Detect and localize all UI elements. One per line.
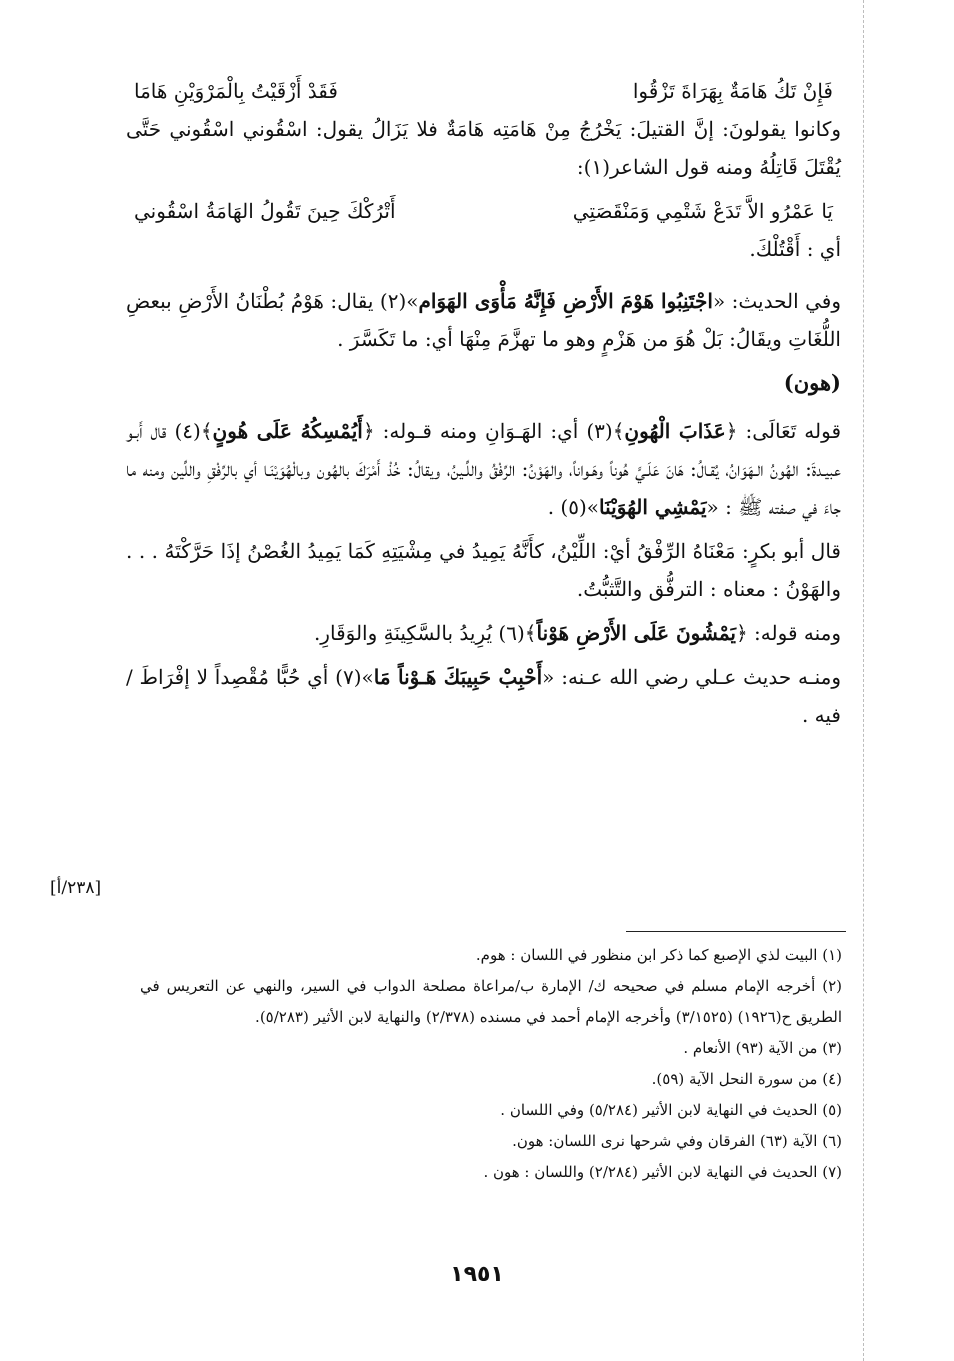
manuscript-folio-marker: [٢٣٨/أ] bbox=[50, 878, 102, 898]
text-run: ﴾(٦) يُرِيدُ بالسَّكِينَةِ والوَقَارِ. bbox=[313, 621, 537, 645]
verse-1 bbox=[126, 72, 841, 110]
footnote-separator bbox=[626, 931, 846, 932]
text-run: ﴾(٤) قال أَبـو عبيـدةَ: الهُونُ الـهَوَانُ، يُقـالُ: هَانَ عَلَـيَّ هُوناً وهَـواناً، والهَوْنُ: الرِّفْقُ واللِّـينُ، ويقالُ: خُذْ أَمْرَكَ بالهُون وبالْهُوَيْنَـا أي بالرِّفْقِ واللِّين ومنه ما جاءَ في صفته ﷺ : « bbox=[126, 419, 841, 519]
text-run: ومنـه حديث عـلي رضي الله عـنه: « bbox=[542, 665, 842, 689]
verse-2 bbox=[126, 192, 841, 230]
quran-quote: عَذَابَ الْهُونِ bbox=[624, 419, 726, 443]
quran-quote: يَمْشُونَ عَلَى الأَرْضِ هَوْناً bbox=[536, 621, 736, 645]
paragraph-5: قال أبو بكرٍ: مَعْنَاهُ الرِّفْقُ أيْ: اللِّيْنُ، كأَنَّهُ يَمِيدُ في مِشْيَتِهِ كَمَا يَمِيدُ الغُصْنُ إذَا حَرَّكْتَهُ . . . والهَوْنُ : معناه : الترفُّق والتَّثبُّتُ. bbox=[126, 539, 841, 601]
verse-1-second-hemistich: فَقَدْ أَزْقَيْتُ بِالْمَرْوَيْنِ هَامَا bbox=[134, 79, 338, 103]
text-run: »(٧) أي حُبًّا مُقْصِداً لا إفْرَاطَ / فيه . bbox=[126, 665, 841, 727]
section-heading: (هون) bbox=[783, 370, 841, 395]
paragraph-3 bbox=[126, 282, 841, 358]
quran-quote: أَيُمْسِكُهُ عَلَى هُونٍ bbox=[212, 419, 363, 443]
footnote-3: (٣) من الآية (٩٣) الأنعام . bbox=[683, 1039, 842, 1057]
paragraph-2: أي : أَقْتُلْكَ. bbox=[749, 237, 841, 261]
page-number: ١٩٥١ bbox=[450, 1262, 504, 1287]
hadith-quote: اجْتَنِبُوا هَوْمَ الأَرْضِ فَإِنَّهُ مَأْوَى الهَوَام bbox=[418, 289, 713, 313]
hadith-quote: أَحْبِبْ حَبِيبَكَ هَـوْناً مَا bbox=[373, 665, 543, 689]
verse-1-first-hemistich: فَإِنْ تَكُ هَامَةٌ بِهَرَاةَ تَزْقُوا bbox=[632, 79, 833, 103]
footnote-5: (٥) الحديث في النهاية لابن الأثير (٥/٢٨٤) وفي اللسان . bbox=[500, 1101, 842, 1119]
paragraph-1: وكانوا يقولونَ: إنَّ القتيلَ: يَخْرُجُ مِنْ هَامَتِه هَامَةٌ فلا يَزَالُ يقول: اسْقُوني اسْقُوني حَتَّى يُقْتَلَ قَاتِلُهُ ومنه قول الشاعر(١): bbox=[126, 117, 841, 179]
text-run: »(٢) يقال: هَوْمُ بُطْنَانُ الأَرْضِ ببعضِ اللُّغَاتِ ويقَالُ: بَلْ هُوَ من هَزْمٍ وهو ما تهزَّمَ مِنْهَا أي: ما تَكَسَّرَ . bbox=[126, 289, 841, 351]
verse-2-first-hemistich: يَا عَمْرُو الاَّ تَدَعْ شَتْمِي وَمَنْقَصَتِي bbox=[572, 199, 833, 223]
text-run: قوله تَعَالَى: ﴿ bbox=[725, 419, 842, 443]
scan-edge-rule bbox=[863, 0, 864, 1361]
main-text bbox=[126, 72, 841, 740]
footnotes bbox=[140, 940, 842, 1188]
footnote-6: (٦) الآية (٦٣) الفرقان وفي شرحها نرى اللسان: هون. bbox=[512, 1132, 842, 1150]
text-run: ومنه قوله: ﴿ bbox=[735, 621, 841, 645]
footnote-4: (٤) من سورة النحل الآية (٥٩). bbox=[651, 1070, 842, 1088]
text-run: وفي الحديث: « bbox=[712, 289, 841, 313]
hadith-quote: يَمْشِي الهُوَيْنَا bbox=[599, 495, 707, 519]
verse-2-second-hemistich: أَتْرُكْكَ حِينَ تَقُولُ الهَامَةُ اسْقُوني bbox=[134, 199, 396, 223]
footnote-2: (٢) أخرجه الإمام مسلم في صحيحه ك/ الإمارة ب/مراعاة مصلحة الدواب في السير، والنهي عن التعريس في الطريق ح(١٩٢٦) (٣/١٥٢٥) وأخرجه الإمام أحمد في مسنده (٢/٣٧٨) والنهاية لابن الأثير (٥/٢٨٣). bbox=[140, 977, 842, 1026]
text-run: ﴾(٣) أي: الهَـوَانِ ومنه قـوله: ﴿ bbox=[362, 419, 625, 443]
paragraph-6 bbox=[126, 614, 841, 652]
text-run: »(٥) . bbox=[547, 495, 600, 519]
paragraph-7 bbox=[126, 658, 841, 734]
footnote-1: (١) البيت لذي الإصبع كما ذكر ابن منظور في اللسان : هوم. bbox=[475, 946, 842, 964]
paragraph-4 bbox=[126, 412, 841, 526]
footnote-7: (٧) الحديث في النهاية لابن الأثير (٢/٢٨٤) واللسان : هون . bbox=[483, 1163, 842, 1181]
